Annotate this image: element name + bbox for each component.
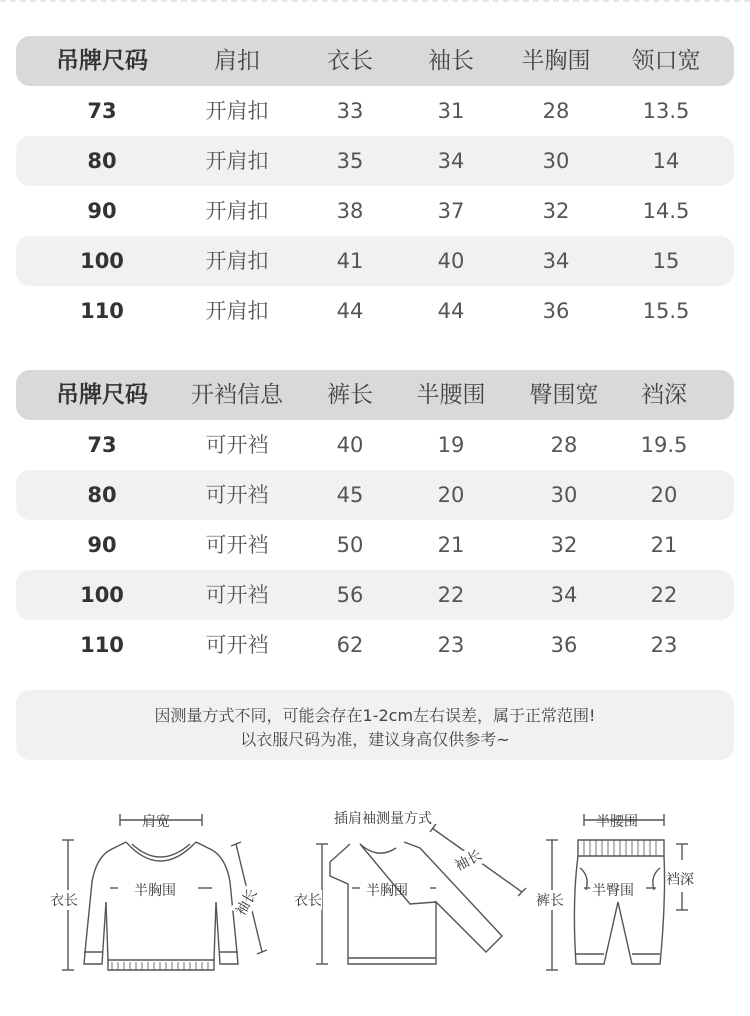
table-cell: 20	[437, 483, 465, 507]
size-cell: 73	[87, 99, 117, 123]
table-cell: 14.5	[642, 199, 690, 223]
pants-rise-label: 裆深	[666, 872, 694, 888]
raglan-length-label: 衣长	[294, 890, 322, 910]
table-header-row	[16, 370, 734, 420]
table-cell: 31	[437, 99, 465, 123]
table-cell: 28	[542, 99, 570, 123]
table-cell: 23	[650, 633, 678, 657]
table-cell: 40	[437, 249, 465, 273]
pants-waist-label: 半腰围	[596, 814, 638, 830]
table-cell: 36	[550, 633, 578, 657]
measurement-note	[16, 690, 734, 760]
table-row	[16, 236, 734, 286]
table-row	[16, 520, 734, 570]
table-cell: 35	[336, 149, 364, 173]
size-cell: 90	[87, 533, 117, 557]
sweater-shoulder-label: 肩宽	[142, 814, 170, 830]
sweater-sleeve-label: 袖长	[230, 885, 261, 919]
table-cell: 开肩扣	[205, 149, 269, 173]
note-line-1: 因测量方式不同，可能会存在1-2cm左右误差，属于正常范围!	[154, 706, 596, 725]
table-cell: 22	[437, 583, 465, 607]
top-size-table	[16, 36, 734, 336]
header-cell: 臀围宽	[529, 382, 599, 408]
table-cell: 33	[336, 99, 364, 123]
size-cell: 110	[80, 633, 124, 657]
size-cell: 80	[87, 149, 117, 173]
table-cell: 34	[437, 149, 465, 173]
header-cell: 衣长	[327, 48, 373, 74]
sweater-chest-label: 半胸围	[134, 883, 176, 899]
table-cell: 可开裆	[205, 633, 269, 657]
table-cell: 40	[336, 433, 364, 457]
table-cell: 开肩扣	[205, 99, 269, 123]
table-cell: 21	[437, 533, 465, 557]
size-cell: 100	[80, 249, 124, 273]
table-cell: 32	[550, 533, 578, 557]
size-cell: 110	[80, 299, 124, 323]
table-cell: 可开裆	[205, 433, 269, 457]
raglan-chest-label: 半胸围	[366, 883, 408, 899]
header-cell: 裤长	[327, 382, 373, 408]
table-cell: 开肩扣	[205, 199, 269, 223]
table-cell: 开肩扣	[205, 299, 269, 323]
raglan-title: 插肩袖测量方式	[334, 811, 432, 827]
header-cell: 袖长	[428, 48, 474, 74]
table-cell: 23	[437, 633, 465, 657]
table-cell: 可开裆	[205, 483, 269, 507]
table-cell: 41	[336, 249, 364, 273]
size-cell: 80	[87, 483, 117, 507]
sweater-length-label: 衣长	[50, 890, 78, 910]
table-cell: 14	[652, 149, 680, 173]
table-cell: 15.5	[642, 299, 690, 323]
table-cell: 28	[550, 433, 578, 457]
table-cell: 13.5	[642, 99, 690, 123]
table-cell: 50	[336, 533, 364, 557]
raglan-sleeve-label: 袖长	[451, 845, 485, 876]
table-cell: 44	[437, 299, 465, 323]
header-cell: 吊牌尺码	[56, 382, 148, 408]
header-cell: 领口宽	[631, 48, 701, 74]
table-row	[16, 620, 734, 670]
table-row	[16, 286, 734, 336]
table-cell: 30	[550, 483, 578, 507]
header-cell: 肩扣	[214, 48, 260, 74]
table-cell: 38	[336, 199, 364, 223]
table-cell: 可开裆	[205, 533, 269, 557]
table-cell: 开肩扣	[205, 249, 269, 273]
table-cell: 56	[336, 583, 364, 607]
pants-hip-label: 半臀围	[592, 883, 634, 899]
table-cell: 34	[542, 249, 570, 273]
table-cell: 37	[437, 199, 465, 223]
table-cell: 19	[437, 433, 465, 457]
table-cell: 可开裆	[205, 583, 269, 607]
table-cell: 21	[650, 533, 678, 557]
table-cell: 32	[542, 199, 570, 223]
header-cell: 裆深	[641, 382, 687, 408]
table-cell: 15	[652, 249, 680, 273]
table-row	[16, 470, 734, 520]
table-row	[16, 420, 734, 470]
pants-length-label: 裤长	[536, 890, 564, 910]
table-row	[16, 86, 734, 136]
size-cell: 90	[87, 199, 117, 223]
measurement-diagrams	[0, 792, 750, 1012]
table-cell: 30	[542, 149, 570, 173]
table-row	[16, 186, 734, 236]
table-cell: 19.5	[640, 433, 688, 457]
header-cell: 吊牌尺码	[56, 48, 148, 74]
table-cell: 20	[650, 483, 678, 507]
table-cell: 44	[336, 299, 364, 323]
table-row	[16, 136, 734, 186]
table-cell: 62	[336, 633, 364, 657]
raglan-illustration	[316, 824, 526, 964]
table-header-row	[16, 36, 734, 86]
table-cell: 34	[550, 583, 578, 607]
note-line-2: 以衣服尺码为准，建议身高仅供参考~	[240, 730, 510, 749]
table-cell: 36	[542, 299, 570, 323]
table-cell: 45	[336, 483, 364, 507]
size-cell: 73	[87, 433, 117, 457]
bottom-size-table	[16, 370, 734, 670]
size-cell: 100	[80, 583, 124, 607]
header-cell: 半胸围	[521, 48, 591, 74]
table-cell: 22	[650, 583, 678, 607]
header-cell: 半腰围	[416, 382, 486, 408]
header-cell: 开裆信息	[191, 382, 283, 408]
table-row	[16, 570, 734, 620]
